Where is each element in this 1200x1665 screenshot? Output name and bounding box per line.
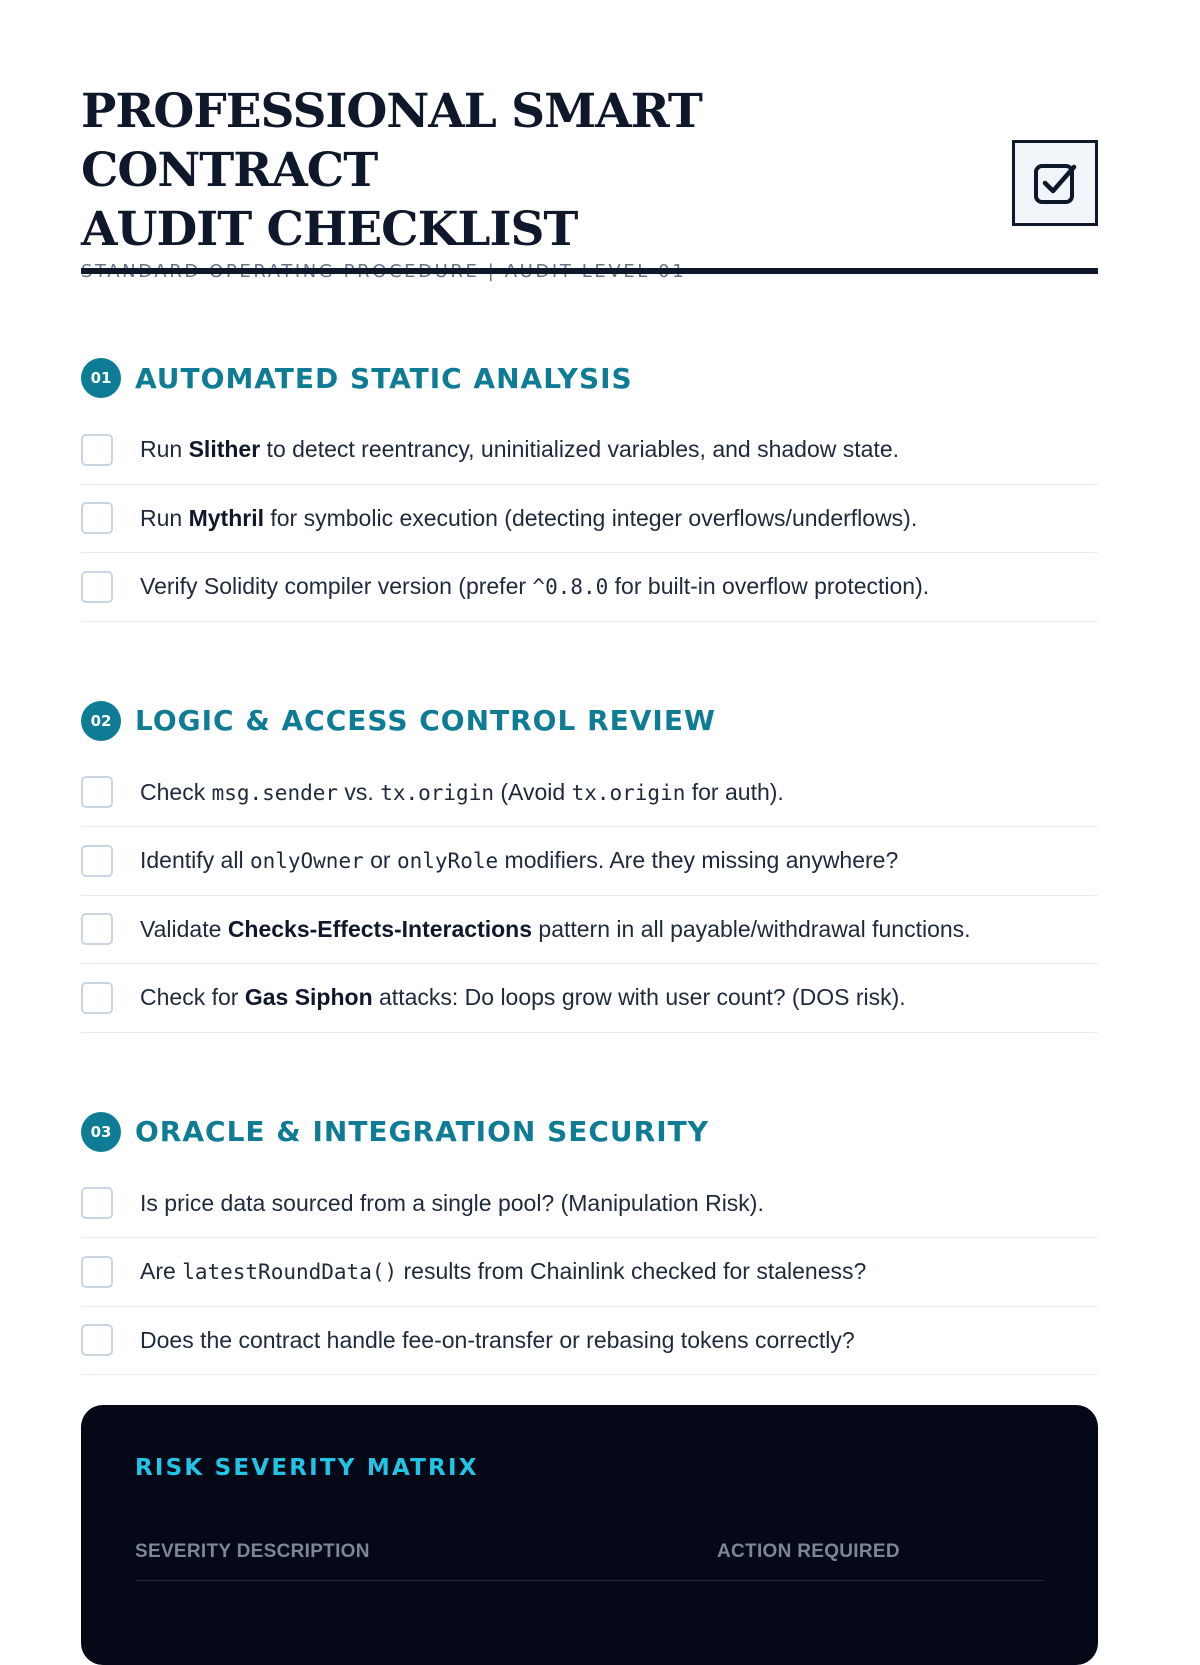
header-divider: [81, 268, 1098, 274]
checklist-item-text: [140, 436, 899, 463]
checklist-item: [81, 827, 1098, 896]
checklist: [81, 416, 1098, 622]
column-header-severity-description: SEVERITY DESCRIPTION: [135, 1541, 370, 1562]
text-segment: Check for: [140, 984, 245, 1011]
checklist-item: [81, 1170, 1098, 1239]
checklist: [81, 759, 1098, 1033]
text-segment: to detect reentrancy, uninitialized variables, and shadow state.: [260, 436, 900, 463]
text-segment: attacks: Do loops grow with user count? (DOS risk).: [372, 984, 906, 1011]
section-number-badge: 03: [81, 1112, 121, 1152]
page-title: [81, 82, 981, 259]
text-segment: Verify Solidity compiler version (prefer: [140, 573, 533, 600]
checklist: [81, 1170, 1098, 1376]
text-segment: Run: [140, 436, 189, 463]
text-segment: modifiers. Are they missing anywhere?: [498, 847, 899, 874]
checklist-item-text: [140, 505, 917, 532]
text-segment: Run: [140, 504, 189, 531]
checklist-checkbox[interactable]: [81, 1324, 113, 1356]
text-segment: Does the contract handle fee-on-transfer or rebasing tokens correctly?: [140, 1326, 855, 1353]
matrix-title: RISK SEVERITY MATRIX: [135, 1455, 479, 1481]
checklist-item-text: [140, 916, 971, 943]
checklist-item-text: [140, 1190, 764, 1217]
tool-name: Gas Siphon: [244, 984, 373, 1011]
checklist-item: [81, 1307, 1098, 1376]
checklist-item-text: [140, 984, 906, 1011]
section-title: AUTOMATED STATIC ANALYSIS: [135, 361, 633, 395]
checklist-checkbox[interactable]: [81, 776, 113, 808]
section-number-badge: 02: [81, 701, 121, 741]
text-segment: for auth).: [685, 778, 784, 805]
checklist-item-text: [140, 573, 929, 600]
checklist-item: [81, 964, 1098, 1033]
section-title: ORACLE & INTEGRATION SECURITY: [135, 1115, 710, 1148]
risk-severity-matrix: [81, 1405, 1098, 1665]
section-logic-access-control: [81, 701, 1098, 1033]
title-line-2: AUDIT CHECKLIST: [81, 202, 578, 257]
checkbox-checked-icon: [1012, 140, 1098, 226]
code-snippet: msg.sender: [211, 780, 339, 805]
section-heading: [81, 358, 1098, 398]
checklist-checkbox[interactable]: [81, 845, 113, 877]
checklist-item: [81, 416, 1098, 485]
page-header: [81, 0, 1098, 274]
checklist-checkbox[interactable]: [81, 982, 113, 1014]
title-line-1: PROFESSIONAL SMART CONTRACT: [81, 84, 702, 198]
checklist-checkbox[interactable]: [81, 571, 113, 603]
section-number-badge: 01: [81, 358, 121, 398]
checklist-checkbox[interactable]: [81, 434, 113, 466]
column-header-action-required: ACTION REQUIRED: [717, 1541, 900, 1562]
text-segment: for built-in overflow protection).: [608, 573, 930, 600]
text-segment: for symbolic execution (detecting integer overflows/underflows).: [263, 504, 918, 531]
matrix-header-row: [135, 1541, 1044, 1581]
checklist-item: [81, 1238, 1098, 1307]
section-oracle-integration: [81, 1112, 1098, 1376]
code-snippet: latestRoundData(): [182, 1260, 398, 1285]
code-snippet: ^0.8.0: [532, 575, 609, 600]
text-segment: Is price data sourced from a single pool? (Manipulation Risk).: [140, 1189, 764, 1216]
checklist-item-text: [140, 1327, 855, 1354]
tool-name: Slither: [188, 436, 261, 463]
text-segment: vs.: [338, 778, 381, 805]
checklist-checkbox[interactable]: [81, 1187, 113, 1219]
checklist-item-text: [140, 847, 898, 874]
text-segment: Are: [140, 1258, 183, 1285]
tool-name: Checks-Effects-Interactions: [227, 915, 533, 942]
section-title: LOGIC & ACCESS CONTROL REVIEW: [135, 704, 716, 737]
checklist-item: [81, 759, 1098, 828]
checklist-item: [81, 896, 1098, 965]
code-snippet: tx.origin: [571, 780, 686, 805]
checklist-item-text: [140, 779, 784, 806]
text-segment: (Avoid: [494, 778, 572, 805]
checklist-item-text: [140, 1258, 866, 1285]
text-segment: results from Chainlink checked for staleness?: [397, 1258, 867, 1285]
section-heading: [81, 701, 1098, 741]
section-heading: [81, 1112, 1098, 1152]
tool-name: Mythril: [188, 504, 264, 531]
checklist-item: [81, 485, 1098, 554]
text-segment: Check: [140, 778, 212, 805]
text-segment: Identify all: [140, 847, 250, 874]
checklist-checkbox[interactable]: [81, 1256, 113, 1288]
checklist-checkbox[interactable]: [81, 502, 113, 534]
code-snippet: onlyRole: [396, 849, 499, 874]
text-segment: or: [363, 847, 397, 874]
code-snippet: tx.origin: [380, 780, 494, 805]
checklist-checkbox[interactable]: [81, 913, 113, 945]
code-snippet: onlyOwner: [249, 849, 364, 874]
checklist-item: [81, 553, 1098, 622]
section-static-analysis: [81, 358, 1098, 622]
text-segment: pattern in all payable/withdrawal functions.: [532, 915, 971, 942]
text-segment: Validate: [140, 915, 228, 942]
